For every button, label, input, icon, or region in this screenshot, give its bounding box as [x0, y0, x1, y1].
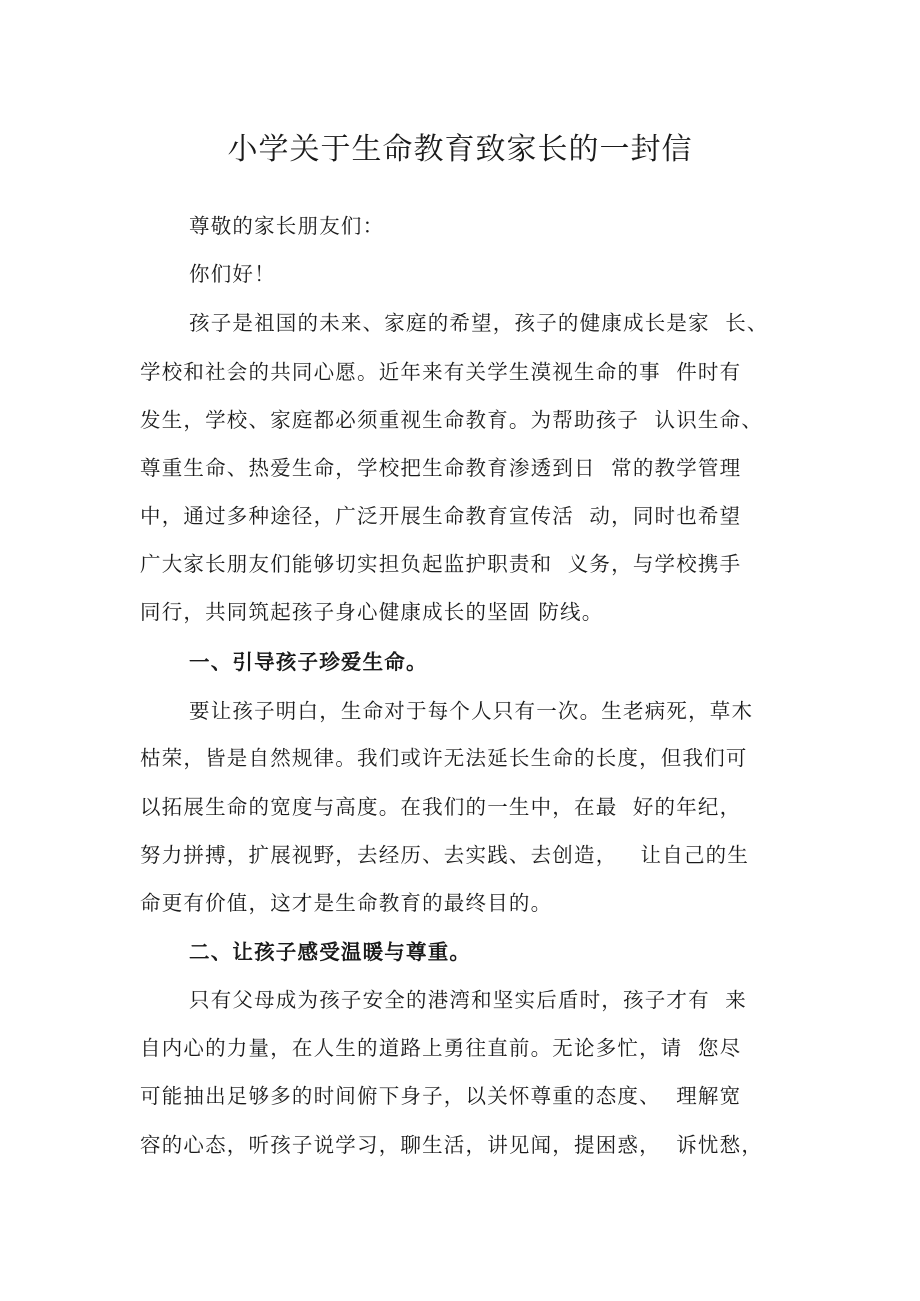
section-heading: 一、引导孩子珍爱生命。	[189, 650, 428, 674]
paragraph-line: 广大家长朋友们能够切实担负起监护职责和 义务，与学校携手	[140, 552, 742, 576]
paragraph-line: 发生，学校、家庭都必须重视生命教育。为帮助孩子 认识生命、	[140, 408, 764, 432]
paragraph-line: 中，通过多种途径，广泛开展生命教育宣传活 动，同时也希望	[140, 504, 742, 528]
paragraph-line: 容的心态，听孩子说学习，聊生活，讲见闻，提困惑， 诉忧愁，	[140, 1133, 764, 1157]
paragraph-line: 尊重生命、热爱生命，学校把生命教育渗透到日 常的教学管理	[140, 456, 742, 480]
document-title: 小学关于生命教育致家长的一封信	[227, 132, 693, 167]
paragraph-line: 只有父母成为孩子安全的港湾和坚实后盾时，孩子才有 来	[189, 988, 747, 1012]
paragraph-line: 以拓展生命的宽度与高度。在我们的一生中，在最 好的年纪，	[140, 795, 742, 819]
paragraph-line: 努力拼搏，扩展视野，去经历、去实践、去创造， 让自己的生	[140, 843, 750, 867]
salutation: 尊敬的家长朋友们：	[189, 214, 385, 238]
paragraph-line: 学校和社会的共同心愿。近年来有关学生漠视生命的事 件时有	[140, 360, 742, 384]
paragraph-line: 要让孩子明白，生命对于每个人只有一次。生老病死，草木	[189, 699, 754, 723]
paragraph-line: 可能抽出足够多的时间俯下身子，以关怀尊重的态度、 理解宽	[140, 1084, 742, 1108]
greeting: 你们好！	[189, 262, 276, 286]
section-heading: 二、让孩子感受温暖与尊重。	[189, 940, 472, 964]
paragraph-line: 同行，共同筑起孩子身心健康成长的坚固 防线。	[140, 600, 604, 624]
paragraph-line: 命更有价值，这才是生命教育的最终目的。	[140, 891, 553, 915]
paragraph-line: 枯荣，皆是自然规律。我们或许无法延长生命的长度，但我们可	[140, 746, 748, 770]
paragraph-line: 自内心的力量，在人生的道路上勇往直前。无论多忙，请 您尽	[140, 1036, 742, 1060]
paragraph-line: 孩子是祖国的未来、家庭的希望，孩子的健康成长是家 长、	[189, 311, 769, 335]
